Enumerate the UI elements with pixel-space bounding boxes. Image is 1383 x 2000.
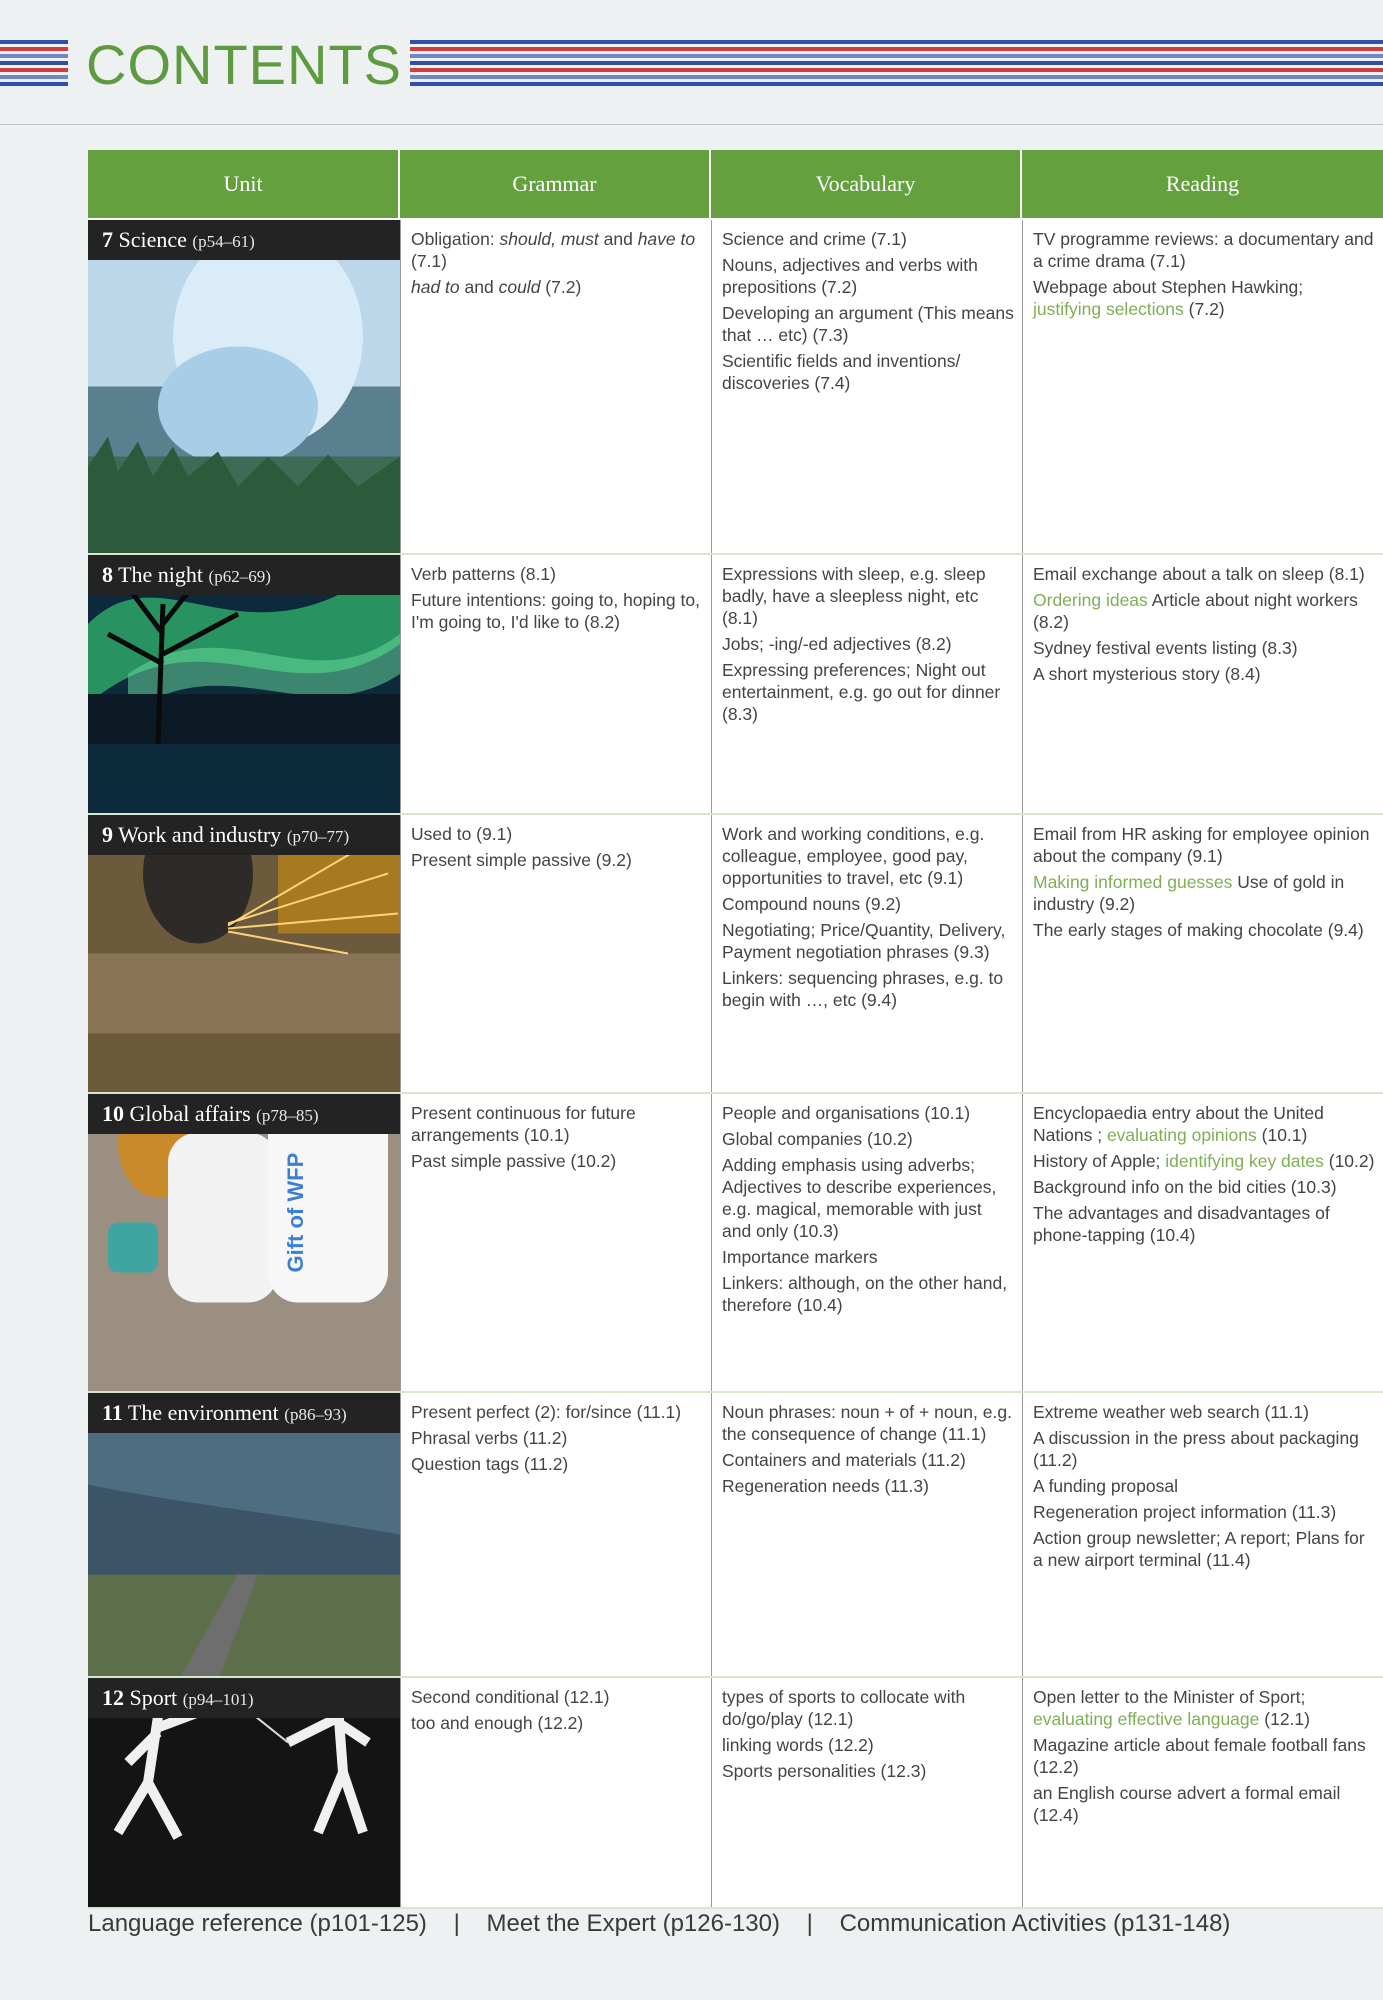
reading-item: Email exchange about a talk on sleep (8.1) (1033, 564, 1365, 584)
unit-photo-welder-with-sparks (88, 815, 400, 1092)
reading-cell (1022, 1393, 1383, 1676)
unit-photo-storm-cloud-over-road (88, 1393, 400, 1676)
grammar-item: Used to (9.1) (411, 824, 513, 844)
reading-item: Magazine article about female football fans (12.2) (1033, 1735, 1366, 1777)
svg-text:Gift of WFP: Gift of WFP (283, 1152, 308, 1273)
footer-separator: | (453, 1910, 460, 1937)
footer-communication-activities: Communication Activities (p131-148) (839, 1910, 1231, 1937)
vocabulary-item: Compound nouns (9.2) (722, 894, 901, 914)
reading-item: The early stages of making chocolate (9.4) (1033, 920, 1364, 940)
table-row (88, 1094, 1383, 1393)
vocabulary-item: Negotiating; Price/Quantity, Delivery, Payment negotiation phrases (9.3) (722, 920, 1006, 962)
grammar-item: Present simple passive (9.2) (411, 850, 632, 870)
column-header-vocabulary: Vocabulary (711, 150, 1022, 218)
unit-cell (88, 1678, 400, 1907)
vocabulary-item: types of sports to collocate with do/go/play (12.1) (722, 1687, 966, 1729)
grammar-item: too and enough (12.2) (411, 1713, 584, 1733)
vocabulary-item: Noun phrases: noun + of + noun, e.g. the consequence of change (11.1) (722, 1402, 1012, 1444)
unit-number: 10 (102, 1101, 124, 1126)
vocabulary-item: People and organisations (10.1) (722, 1103, 971, 1123)
unit-name: The environment (122, 1400, 285, 1425)
vocabulary-item: Importance markers (722, 1247, 878, 1267)
unit-number: 12 (102, 1685, 124, 1710)
unit-name: Global affairs (124, 1101, 257, 1126)
contents-table (88, 150, 1383, 1909)
grammar-item: Past simple passive (10.2) (411, 1151, 617, 1171)
reading-item: TV programme reviews: a documentary and a crime drama (7.1) (1033, 229, 1374, 271)
vocabulary-item: linking words (12.2) (722, 1735, 874, 1755)
reading-item: Action group newsletter; A report; Plans for a new airport terminal (11.4) (1033, 1528, 1365, 1570)
page-header (0, 34, 1383, 96)
vocabulary-item: Global companies (10.2) (722, 1129, 913, 1149)
header-rule (0, 124, 1383, 125)
reading-item: Ordering ideas Article about night workers (8.2) (1033, 590, 1358, 632)
vocabulary-item: Sports personalities (12.3) (722, 1761, 927, 1781)
table-row (88, 1678, 1383, 1909)
unit-photo-scientist-in-protective-suit (88, 220, 400, 553)
reading-item: Sydney festival events listing (8.3) (1033, 638, 1298, 658)
footer-language-reference: Language reference (p101-125) (88, 1910, 427, 1937)
footer-meet-expert: Meet the Expert (p126-130) (486, 1910, 780, 1937)
reading-item: Extreme weather web search (11.1) (1033, 1402, 1309, 1422)
vocabulary-item: Expressions with sleep, e.g. sleep badly, have a sleepless night, etc (8.1) (722, 564, 986, 628)
reading-cell (1022, 1094, 1383, 1391)
unit-pages: (p94–101) (182, 1690, 254, 1709)
unit-name: Work and industry (113, 822, 287, 847)
unit-number: 8 (102, 562, 113, 587)
unit-cell (88, 555, 400, 813)
unit-label (88, 1094, 400, 1134)
vocabulary-item: Regeneration needs (11.3) (722, 1476, 929, 1496)
table-body (88, 220, 1383, 1909)
unit-label (88, 1393, 400, 1433)
header-stripes-left (0, 40, 68, 90)
reading-item: A discussion in the press about packaging (11.2) (1033, 1428, 1359, 1470)
reading-item: Background info on the bid cities (10.3) (1033, 1177, 1337, 1197)
page-footer (88, 1910, 1230, 1938)
header-stripes-right (410, 40, 1383, 90)
reading-item: Encyclopaedia entry about the United Nations ; evaluating opinions (10.1) (1033, 1103, 1324, 1145)
unit-photo-woman-with-wfp-sacks (88, 1094, 400, 1391)
table-row (88, 220, 1383, 555)
unit-name: Science (113, 227, 193, 252)
grammar-item: Future intentions: going to, hoping to, I'm going to, I'd like to (8.2) (411, 590, 700, 632)
unit-cell (88, 1393, 400, 1676)
vocabulary-cell (711, 555, 1022, 813)
reading-item: A funding proposal (1033, 1476, 1178, 1496)
grammar-item: Second conditional (12.1) (411, 1687, 610, 1707)
unit-pages: (p78–85) (256, 1106, 319, 1125)
grammar-cell (400, 555, 711, 813)
reading-item: Regeneration project information (11.3) (1033, 1502, 1337, 1522)
unit-pages: (p62–69) (208, 567, 271, 586)
vocabulary-item: Containers and materials (11.2) (722, 1450, 966, 1470)
reading-item: Webpage about Stephen Hawking; justifying selections (7.2) (1033, 277, 1304, 319)
vocabulary-item: Work and working conditions, e.g. colleague, employee, good pay, opportunities to travel, etc (9.1) (722, 824, 985, 888)
vocabulary-cell (711, 1393, 1022, 1676)
vocabulary-item: Jobs; -ing/-ed adjectives (8.2) (722, 634, 952, 654)
page-title: CONTENTS (86, 33, 402, 96)
vocabulary-item: Linkers: although, on the other hand, therefore (10.4) (722, 1273, 1008, 1315)
footer-separator: | (806, 1910, 813, 1937)
unit-pages: (p54–61) (192, 232, 255, 251)
vocabulary-cell (711, 815, 1022, 1092)
grammar-item: Present continuous for future arrangements (10.1) (411, 1103, 636, 1145)
grammar-item: Question tags (11.2) (411, 1454, 569, 1474)
reading-item: Email from HR asking for employee opinion about the company (9.1) (1033, 824, 1370, 866)
grammar-item: Present perfect (2): for/since (11.1) (411, 1402, 682, 1422)
unit-number: 7 (102, 227, 113, 252)
grammar-item: had to and could (7.2) (411, 277, 582, 297)
reading-item: The advantages and disadvantages of phone-tapping (10.4) (1033, 1203, 1330, 1245)
grammar-cell (400, 1678, 711, 1907)
reading-item: an English course advert a formal email (12.4) (1033, 1783, 1341, 1825)
grammar-item: Verb patterns (8.1) (411, 564, 556, 584)
vocabulary-item: Linkers: sequencing phrases, e.g. to begin with …, etc (9.4) (722, 968, 1004, 1010)
unit-pages: (p70–77) (286, 827, 350, 846)
grammar-item: Obligation: should, must and have to (7.1) (411, 229, 696, 271)
unit-label (88, 815, 400, 855)
vocabulary-item: Adding emphasis using adverbs; Adjectives to describe experiences, e.g. magical, memorable with just and only (10.3) (722, 1155, 997, 1241)
vocabulary-item: Scientific fields and inventions/ discoveries (7.4) (722, 351, 961, 393)
unit-number: 9 (102, 822, 113, 847)
grammar-cell (400, 1094, 711, 1391)
unit-cell (88, 220, 400, 553)
table-row (88, 555, 1383, 815)
vocabulary-item: Science and crime (7.1) (722, 229, 907, 249)
reading-cell (1022, 555, 1383, 813)
grammar-item: Phrasal verbs (11.2) (411, 1428, 568, 1448)
unit-label (88, 220, 400, 260)
unit-cell (88, 1094, 400, 1391)
grammar-cell (400, 1393, 711, 1676)
table-row (88, 1393, 1383, 1678)
table-row (88, 815, 1383, 1094)
unit-pages: (p86–93) (284, 1405, 347, 1424)
column-header-reading: Reading (1165, 171, 1240, 196)
vocabulary-item: Nouns, adjectives and verbs with prepositions (7.2) (722, 255, 978, 297)
reading-item: History of Apple; identifying key dates (10.2) (1033, 1151, 1375, 1171)
vocabulary-cell (711, 220, 1022, 553)
unit-name: The night (113, 562, 209, 587)
reading-cell (1022, 1678, 1383, 1907)
column-header-unit: Unit (88, 150, 400, 218)
reading-item: Making informed guesses Use of gold in industry (9.2) (1033, 872, 1345, 914)
grammar-cell (400, 815, 711, 1092)
reading-cell (1022, 220, 1383, 553)
table-header-row (88, 150, 1383, 220)
unit-label (88, 1678, 400, 1718)
unit-number: 11 (102, 1400, 123, 1425)
vocabulary-cell (711, 1678, 1022, 1907)
grammar-cell (400, 220, 711, 553)
vocabulary-item: Developing an argument (This means that … etc) (7.3) (722, 303, 1014, 345)
reading-item: Open letter to the Minister of Sport; evaluating effective language (12.1) (1033, 1687, 1310, 1729)
reading-item: A short mysterious story (8.4) (1033, 664, 1261, 684)
unit-cell (88, 815, 400, 1092)
vocabulary-cell (711, 1094, 1022, 1391)
reading-cell (1022, 815, 1383, 1092)
unit-label (88, 555, 400, 595)
column-header-grammar: Grammar (400, 150, 711, 218)
unit-name: Sport (124, 1685, 183, 1710)
vocabulary-item: Expressing preferences; Night out entertainment, e.g. go out for dinner (8.3) (722, 660, 1001, 724)
